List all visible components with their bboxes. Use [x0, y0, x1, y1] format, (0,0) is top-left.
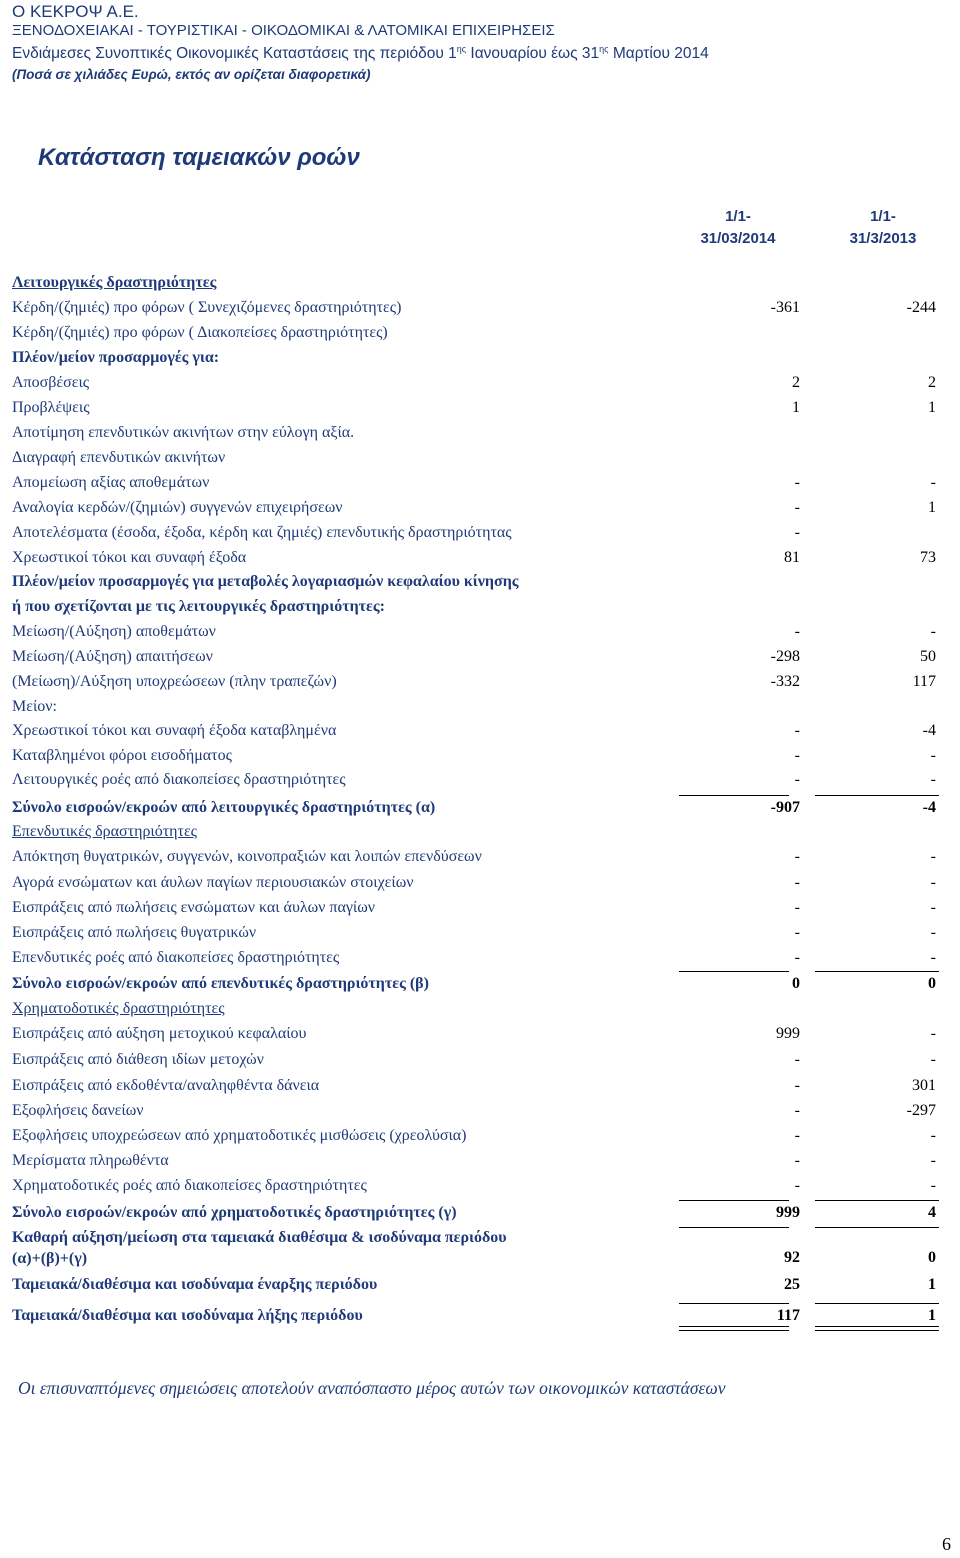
table-row — [12, 720, 948, 745]
row-label: Επενδυτικές δραστηριότητες — [12, 823, 198, 840]
subtotal-line-operating — [679, 795, 789, 796]
value-2014: - — [794, 623, 800, 640]
value-2013: -244 — [906, 299, 936, 316]
value-2013: - — [930, 623, 936, 640]
value-2014: - — [794, 474, 800, 491]
value-2014: - — [794, 1127, 800, 1144]
row-label: Σύνολο εισροών/εκροών από λειτουργικές δραστηριότητες (α) — [12, 799, 436, 816]
table-row — [12, 1049, 948, 1074]
subtotal-line-net — [679, 1227, 789, 1228]
table-row — [12, 1225, 948, 1275]
column-header-2013-line2: 31/3/2013 — [849, 230, 917, 247]
value-2013: - — [930, 874, 936, 891]
value-2013: - — [930, 1051, 936, 1068]
row-label: Κέρδη/(ζημιές) προ φόρων ( Διακοπείσες δραστηριότητες) — [12, 324, 388, 341]
table-row — [12, 1202, 948, 1227]
value-2013: - — [930, 848, 936, 865]
value-2013: 1 — [928, 1276, 936, 1293]
row-label-line1: Καθαρή αύξηση/μείωση στα ταμειακά διαθέσιμα & ισοδύναμα περιόδου — [12, 1229, 507, 1246]
row-label: Αναλογία κερδών/(ζημιών) συγγενών επιχειρήσεων — [12, 499, 343, 516]
value-2013: -297 — [906, 1102, 936, 1119]
table-row — [12, 447, 948, 472]
table-row — [12, 522, 948, 547]
row-label: Μείον: — [12, 698, 57, 715]
table-row — [12, 1125, 948, 1150]
value-2013: 1 — [928, 1307, 936, 1324]
table-row — [12, 696, 948, 721]
value-2013: - — [930, 1025, 936, 1042]
period-text-c: Μαρτίου 2014 — [608, 45, 709, 63]
table-row — [12, 472, 948, 497]
value-2013: 1 — [928, 499, 936, 516]
table-row — [12, 347, 948, 372]
table-row — [12, 998, 948, 1023]
table-row — [12, 897, 948, 922]
period-text-a: Ενδιάμεσες Συνοπτικές Οικονομικές Καταστάσεις της περιόδου 1 — [12, 45, 457, 63]
table-row — [12, 646, 948, 671]
table-row — [12, 745, 948, 770]
table-row — [12, 322, 948, 347]
value-2013: - — [930, 747, 936, 764]
value-2013: 301 — [912, 1077, 936, 1094]
total-line-closing — [815, 1303, 939, 1304]
table-row — [12, 596, 948, 621]
row-label: Χρεωστικοί τόκοι και συναφή έξοδα καταβλημένα — [12, 722, 337, 739]
row-label: Αγορά ενσώματων και άυλων παγίων περιουσιακών στοιχείων — [12, 874, 414, 891]
value-2013: - — [930, 899, 936, 916]
value-2014: 92 — [784, 1249, 800, 1266]
subtotal-line-financing — [815, 1200, 939, 1201]
value-2013: -4 — [922, 722, 936, 739]
table-row — [12, 272, 948, 297]
value-2013: - — [930, 1152, 936, 1169]
table-row — [12, 797, 948, 822]
column-header-2013-line1: 1/1- — [870, 208, 896, 225]
row-label: Απομείωση αξίας αποθεμάτων — [12, 474, 210, 491]
row-label: Πλέον/μείον προσαρμογές για μεταβολές λογαριασμών κεφαλαίου κίνησης — [12, 573, 519, 590]
value-2014: - — [794, 899, 800, 916]
row-label: Διαγραφή επενδυτικών ακινήτων — [12, 449, 226, 466]
value-2013: 0 — [928, 975, 936, 992]
value-2014: 999 — [776, 1204, 800, 1221]
row-label: Προβλέψεις — [12, 399, 90, 416]
table-row — [12, 973, 948, 998]
subtotal-line-investing — [815, 971, 939, 972]
table-row — [12, 947, 948, 972]
table-row — [12, 621, 948, 646]
table-row — [12, 769, 948, 794]
row-label: Ταμειακά/διαθέσιμα και ισοδύναμα έναρξης περιόδου — [12, 1276, 378, 1293]
table-row — [12, 397, 948, 422]
value-2014: -361 — [770, 299, 800, 316]
footnote: Οι επισυναπτόμενες σημειώσεις αποτελούν αναπόσπαστο μέρος αυτών των οικονομικών καταστάσεων — [18, 1378, 726, 1398]
row-label: Λειτουργικές δραστηριότητες — [12, 274, 217, 291]
row-label: Εισπράξεις από εκδοθέντα/αναληφθέντα δάνεια — [12, 1077, 320, 1094]
value-2013: - — [930, 1127, 936, 1144]
value-2014: 2 — [792, 374, 800, 391]
value-2013: 0 — [928, 1249, 936, 1266]
amounts-note: (Ποσά σε χιλιάδες Ευρώ, εκτός αν ορίζεται διαφορετικά) — [12, 67, 371, 82]
row-label: Ταμειακά/διαθέσιμα και ισοδύναμα λήξης περιόδου — [12, 1307, 363, 1324]
row-label: Επενδυτικές ροές από διακοπείσες δραστηριότητες — [12, 949, 340, 966]
value-2014: -907 — [770, 799, 800, 816]
row-label: Χρεωστικοί τόκοι και συναφή έξοδα — [12, 549, 247, 566]
table-row — [12, 821, 948, 846]
total-line-closing — [679, 1303, 789, 1304]
value-2014: 117 — [776, 1307, 800, 1324]
table-row — [12, 547, 948, 572]
row-label: Εισπράξεις από αύξηση μετοχικού κεφαλαίου — [12, 1025, 307, 1042]
table-row — [12, 1075, 948, 1100]
value-2013: 50 — [920, 648, 936, 665]
row-label: Λειτουργικές ροές από διακοπείσες δραστηριότητες — [12, 771, 346, 788]
row-label: Εισπράξεις από πωλήσεις ενσώματων και άυλων παγίων — [12, 899, 375, 916]
row-label: Εισπράξεις από πωλήσεις θυγατρικών — [12, 924, 257, 941]
value-2013: -4 — [922, 799, 936, 816]
value-2014: 81 — [784, 549, 800, 566]
page-number: 6 — [942, 1534, 951, 1554]
column-header-2013 — [823, 206, 943, 250]
double-underline — [679, 1326, 789, 1331]
double-underline — [815, 1326, 939, 1331]
row-label: Μερίσματα πληρωθέντα — [12, 1152, 169, 1169]
row-label: Σύνολο εισροών/εκροών από χρηματοδοτικές δραστηριότητες (γ) — [12, 1204, 457, 1221]
table-row — [12, 497, 948, 522]
row-label: Αποτίμηση επενδυτικών ακινήτων στην εύλογη αξία. — [12, 424, 355, 441]
row-label: Αποτελέσματα (έσοδα, έξοδα, κέρδη και ζημιές) επενδυτικής δραστηριότητας — [12, 524, 512, 541]
value-2014: 25 — [784, 1276, 800, 1293]
value-2013: - — [930, 1177, 936, 1194]
value-2014: - — [794, 722, 800, 739]
row-label: Μείωση/(Αύξηση) απαιτήσεων — [12, 648, 213, 665]
value-2014: - — [794, 1077, 800, 1094]
value-2014: - — [794, 848, 800, 865]
subtotal-line-operating — [815, 795, 939, 796]
row-label — [12, 1227, 507, 1269]
row-label: Χρηματοδοτικές ροές από διακοπείσες δραστηριότητες — [12, 1177, 367, 1194]
table-row — [12, 422, 948, 447]
company-subtitle: ΞΕΝΟΔΟΧΕΙΑΚΑΙ - ΤΟΥΡΙΣΤΙΚΑΙ - ΟΙΚΟΔΟΜΙΚΑΙ & ΛΑΤΟΜΙΚΑΙ ΕΠΙΧΕΙΡΗΣΕΙΣ — [12, 22, 555, 39]
value-2014: 999 — [776, 1025, 800, 1042]
table-row — [12, 1150, 948, 1175]
value-2014: 1 — [792, 399, 800, 416]
value-2014: - — [794, 874, 800, 891]
table-row — [12, 846, 948, 871]
table-row — [12, 571, 948, 596]
table-row — [12, 1100, 948, 1125]
value-2013: - — [930, 924, 936, 941]
value-2014: - — [794, 924, 800, 941]
statement-title: Κατάσταση ταμειακών ροών — [38, 144, 360, 171]
value-2013: 2 — [928, 374, 936, 391]
table-row — [12, 1023, 948, 1048]
period-text-b: Ιανουαρίου έως 31 — [466, 45, 600, 63]
table-row — [12, 372, 948, 397]
period-superscript-1: ης — [456, 44, 467, 54]
value-2014: - — [794, 771, 800, 788]
value-2014: -332 — [770, 673, 800, 690]
row-label: ή που σχετίζονται με τις λειτουργικές δραστηριότητες: — [12, 598, 385, 615]
column-header-2014-line1: 1/1- — [725, 208, 751, 225]
value-2013: 117 — [912, 673, 936, 690]
row-label: Χρηματοδοτικές δραστηριότητες — [12, 1000, 225, 1017]
subtotal-line-investing — [679, 971, 789, 972]
row-label: Απόκτηση θυγατρικών, συγγενών, κοινοπραξιών και λοιπών επενδύσεων — [12, 848, 482, 865]
row-label-line2: (α)+(β)+(γ) — [12, 1250, 88, 1267]
row-label: Καταβλημένοι φόροι εισοδήματος — [12, 747, 232, 764]
row-label: Σύνολο εισροών/εκροών από επενδυτικές δραστηριότητες (β) — [12, 975, 429, 992]
column-header-2014-line2: 31/03/2014 — [700, 230, 776, 247]
value-2014: 0 — [792, 975, 800, 992]
value-2014: - — [794, 1177, 800, 1194]
value-2013: 4 — [928, 1204, 936, 1221]
value-2014: - — [794, 747, 800, 764]
table-row — [12, 1305, 948, 1330]
value-2014: - — [794, 1051, 800, 1068]
row-label: Πλέον/μείον προσαρμογές για: — [12, 349, 220, 366]
period-superscript-2: ης — [599, 44, 609, 54]
row-label: Εξοφλήσεις υποχρεώσεων από χρηματοδοτικές μισθώσεις (χρεολύσια) — [12, 1127, 467, 1144]
row-label: Μείωση/(Αύξηση) αποθεμάτων — [12, 623, 216, 640]
subtotal-line-net — [815, 1227, 939, 1228]
table-row — [12, 872, 948, 897]
value-2014: - — [794, 524, 800, 541]
value-2013: 1 — [928, 399, 936, 416]
row-label: Αποσβέσεις — [12, 374, 90, 391]
value-2013: - — [930, 771, 936, 788]
table-row — [12, 1175, 948, 1200]
value-2013: - — [930, 949, 936, 966]
table-row — [12, 1274, 948, 1299]
value-2014: -298 — [770, 648, 800, 665]
period-description — [12, 44, 709, 63]
value-2014: - — [794, 1152, 800, 1169]
row-label: Εξοφλήσεις δανείων — [12, 1102, 144, 1119]
table-row — [12, 297, 948, 322]
subtotal-line-financing — [679, 1200, 789, 1201]
column-header-2014 — [678, 206, 798, 250]
value-2013: - — [930, 474, 936, 491]
table-row — [12, 671, 948, 696]
company-name: Ο ΚΕΚΡΟΨ Α.Ε. — [12, 2, 139, 21]
value-2014: - — [794, 499, 800, 516]
value-2014: - — [794, 949, 800, 966]
value-2014: - — [794, 1102, 800, 1119]
row-label: Κέρδη/(ζημιές) προ φόρων ( Συνεχιζόμενες δραστηριότητες) — [12, 299, 402, 316]
row-label: Εισπράξεις από διάθεση ιδίων μετοχών — [12, 1051, 264, 1068]
value-2013: 73 — [920, 549, 936, 566]
table-row — [12, 922, 948, 947]
row-label: (Μείωση)/Αύξηση υποχρεώσεων (πλην τραπεζών) — [12, 673, 337, 690]
